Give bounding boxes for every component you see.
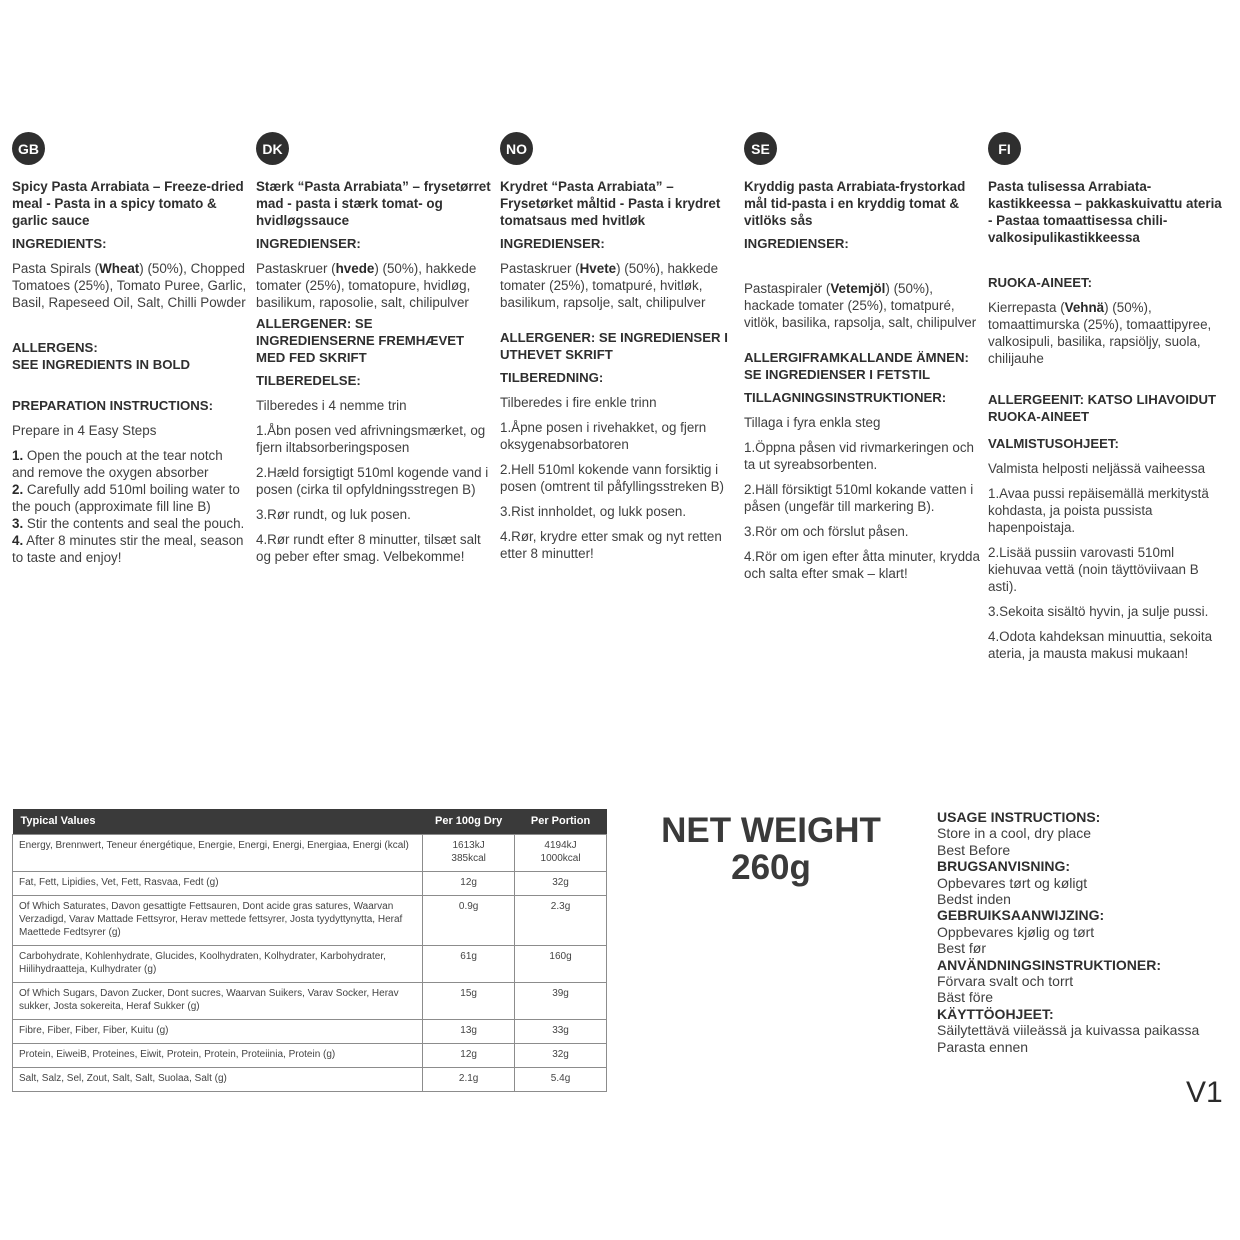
- ingredients-header-dk: INGREDIENSER:: [256, 236, 361, 251]
- prep-intro-no: Tilberedes i fire enkle trinn: [500, 395, 657, 410]
- per100-value: 1613kJ 385kcal: [423, 834, 515, 871]
- per100-value: 0.9g: [423, 895, 515, 945]
- ingredients-text-gb: Pasta Spirals (Wheat) (50%), Chopped Tomatoes (25%), Tomato Puree, Garlic, Basil, Rapeseed Oil, Salt, Chilli Powder: [12, 261, 247, 310]
- language-badge-dk: DK: [256, 132, 289, 165]
- prep-step-no: 4.Rør, krydre etter smak og nyt retten etter 8 minutter!: [500, 529, 722, 561]
- usage-line: Store in a cool, dry place: [937, 825, 1092, 842]
- portion-value: 4194kJ 1000kcal: [515, 834, 607, 871]
- ingredients-header-se: INGREDIENSER:: [744, 236, 849, 251]
- allergens-text-se: ALLERGIFRAMKALLANDE ÄMNEN: SE INGREDIENSER I FETSTIL: [744, 350, 969, 382]
- nutrient-label: Of Which Saturates, Davon gesattigte Fettsauren, Dont acide gras satures, Waarvan Verzadigd, Varav Mattade Fettsyror, Herav mettede fettsyrer, Josta tyydyttynytta, Heraf Maettede Fedtsyrer (g): [13, 895, 423, 945]
- prep-step-dk: 2.Hæld forsigtigt 510ml kogende vand i posen (cirka til opfyldningsstregen B): [256, 465, 489, 497]
- portion-value: 160g: [515, 945, 607, 982]
- usage-header-fi: KÄYTTÖOHJEET:: [937, 1005, 1054, 1022]
- usage-line: Förvara svalt och torrt: [937, 973, 1074, 990]
- language-badge-fi: FI: [988, 132, 1021, 165]
- prep-intro-se: Tillaga i fyra enkla steg: [744, 415, 881, 430]
- product-title-fi: Pasta tulisessa Arrabiata-kastikkeessa – pakkaskuivattu ateria - Pastaa tomaattisessa chili-valkosipulikastikkeessa: [988, 179, 1222, 245]
- language-badge-se: SE: [744, 132, 777, 165]
- usage-header-se: ANVÄNDNINGSINSTRUKTIONER:: [937, 956, 1161, 973]
- prep-step-dk: 1.Åbn posen ved afrivningsmærket, og fjern iltabsorberingsposen: [256, 423, 486, 455]
- portion-value: 2.3g: [515, 895, 607, 945]
- prep-step-dk: 3.Rør rundt, og luk posen.: [256, 507, 411, 522]
- product-title-no: Krydret “Pasta Arrabiata” – Frysetørket måltid - Pasta i krydret tomatsaus med hvitløk: [500, 179, 721, 228]
- prep-step-no: 3.Rist innholdet, og lukk posen.: [500, 504, 687, 519]
- prep-header-gb: PREPARATION INSTRUCTIONS:: [12, 398, 213, 413]
- per100-value: 12g: [423, 1043, 515, 1067]
- portion-value: 33g: [515, 1019, 607, 1043]
- allergens-text-dk: ALLERGENER: SE INGREDIENSERNE FREMHÆVET MED FED SKRIFT: [256, 316, 465, 365]
- ingredients-text-se: Pastaspiraler (Vetemjöl) (50%), hackade tomater (25%), tomatpuré, vitlök, basilika, rapsolja, salt, chilipulver: [744, 281, 977, 330]
- nutrient-label: Energy, Brennwert, Teneur énergétique, Energie, Energi, Energi, Energiaa, Energi (kcal): [13, 834, 423, 871]
- allergens-text-gb: SEE INGREDIENTS IN BOLD: [12, 357, 191, 372]
- column-no: [500, 132, 736, 562]
- usage-line: Parasta ennen: [937, 1038, 1029, 1055]
- prep-step-se: 1.Öppna påsen vid rivmarkeringen och ta ut syreabsorbenten.: [744, 440, 975, 472]
- product-title-se: Kryddig pasta Arrabiata-frystorkad mål tid-pasta i en kryddig tomat & vitlöks sås: [744, 179, 966, 228]
- prep-step-no: 1.Åpne posen i rivehakket, og fjern oksygenabsorbatoren: [500, 420, 707, 452]
- ingredients-header-gb: INGREDIENTS:: [12, 236, 107, 251]
- usage-line: Opbevares tørt og køligt: [937, 874, 1088, 891]
- version-label: V1: [1186, 1076, 1223, 1109]
- table-row: [13, 945, 607, 982]
- prep-header-dk: TILBEREDELSE:: [256, 373, 361, 388]
- prep-header-se: TILLAGNINGSINSTRUKTIONER:: [744, 390, 947, 405]
- prep-step-gb: 1. Open the pouch at the tear notch and remove the oxygen absorber: [12, 448, 223, 480]
- column-gb: [12, 132, 248, 566]
- language-badge-gb: GB: [12, 132, 45, 165]
- prep-intro-fi: Valmista helposti neljässä vaiheessa: [988, 461, 1206, 476]
- ingredients-header-no: INGREDIENSER:: [500, 236, 605, 251]
- nutrition-header-row: [13, 809, 607, 834]
- header-per-100g: Per 100g Dry: [423, 809, 515, 834]
- net-weight-label: NET WEIGHT: [661, 811, 881, 850]
- prep-step-se: 4.Rör om igen efter åtta minuter, krydda och salta efter smak – klart!: [744, 549, 980, 581]
- prep-step-fi: 3.Sekoita sisältö hyvin, ja sulje pussi.: [988, 604, 1209, 619]
- allergens-text-fi: ALLERGEENIT: KATSO LIHAVOIDUT RUOKA-AINEET: [988, 392, 1217, 424]
- allergens-text-no: ALLERGENER: SE INGREDIENSER I UTHEVET SKRIFT: [500, 330, 728, 362]
- column-fi: [988, 132, 1224, 662]
- prep-step-gb: 4. After 8 minutes stir the meal, season to taste and enjoy!: [12, 533, 244, 565]
- usage-header-no: GEBRUIKSAANWIJZING:: [937, 907, 1105, 924]
- portion-value: 32g: [515, 1043, 607, 1067]
- prep-step-no: 2.Hell 510ml kokende vann forsiktig i posen (omtrent til påfyllingsstreken B): [500, 462, 725, 494]
- portion-value: 32g: [515, 871, 607, 895]
- usage-header-dk: BRUGSANVISNING:: [937, 858, 1071, 875]
- header-per-portion: Per Portion: [515, 809, 607, 834]
- header-typical-values: Typical Values: [13, 809, 423, 834]
- ingredients-text-fi: Kierrepasta (Vehnä) (50%), tomaattimurska (25%), tomaattipyree, valkosipuli, basilika, rapsiöljy, suola, chilijauhe: [988, 300, 1212, 366]
- per100-value: 15g: [423, 982, 515, 1019]
- ingredients-header-fi: RUOKA-AINEET:: [988, 275, 1093, 290]
- prep-intro-gb: Prepare in 4 Easy Steps: [12, 423, 157, 438]
- nutrient-label: Fat, Fett, Lipidies, Vet, Fett, Rasvaa, Fedt (g): [13, 871, 423, 895]
- column-dk: [256, 132, 492, 565]
- allergens-header-gb: ALLERGENS:: [12, 340, 98, 355]
- prep-step-gb: 3. Stir the contents and seal the pouch.: [12, 516, 245, 531]
- net-weight: [640, 812, 902, 886]
- table-row: [13, 1067, 607, 1091]
- nutrient-label: Fibre, Fiber, Fiber, Fiber, Kuitu (g): [13, 1019, 423, 1043]
- nutrient-label: Of Which Sugars, Davon Zucker, Dont sucres, Waarvan Suikers, Varav Socker, Herav sukker, Josta sokereita, Heraf Sukker (g): [13, 982, 423, 1019]
- table-row: [13, 871, 607, 895]
- prep-header-fi: VALMISTUSOHJEET:: [988, 436, 1119, 451]
- usage-header-en: USAGE INSTRUCTIONS:: [937, 809, 1101, 825]
- table-row: [13, 834, 607, 871]
- table-row: [13, 982, 607, 1019]
- prep-header-no: TILBEREDNING:: [500, 370, 604, 385]
- table-row: [13, 1019, 607, 1043]
- prep-step-fi: 4.Odota kahdeksan minuuttia, sekoita ateria, ja mausta makusi mukaan!: [988, 629, 1213, 661]
- per100-value: 13g: [423, 1019, 515, 1043]
- nutrient-label: Protein, EiweiB, Proteines, Eiwit, Protein, Protein, Proteiinia, Protein (g): [13, 1043, 423, 1067]
- per100-value: 61g: [423, 945, 515, 982]
- prep-step-fi: 1.Avaa pussi repäisemällä merkitystä kohdasta, ja poista pussista hapenpoistaja.: [988, 486, 1209, 535]
- ingredients-text-no: Pastaskruer (Hvete) (50%), hakkede tomater (25%), tomatpuré, hvitløk, basilikum, rapsolje, salt, chilipulver: [500, 261, 719, 310]
- nutrient-label: Salt, Salz, Sel, Zout, Salt, Salt, Suolaa, Salt (g): [13, 1067, 423, 1091]
- nutrition-table: [12, 809, 607, 1092]
- net-weight-value: 260g: [731, 848, 811, 887]
- portion-value: 5.4g: [515, 1067, 607, 1091]
- product-title-dk: Stærk “Pasta Arrabiata” – frysetørret mad - pasta i stærk tomat- og hvidløgssauce: [256, 179, 491, 228]
- product-title-gb: Spicy Pasta Arrabiata – Freeze-dried meal - Pasta in a spicy tomato & garlic sauce: [12, 179, 244, 228]
- usage-line: Oppbevares kjølig og tørt: [937, 923, 1095, 940]
- table-row: [13, 895, 607, 945]
- prep-step-dk: 4.Rør rundt efter 8 minutter, tilsæt salt og peber efter smag. Velbekomme!: [256, 532, 481, 564]
- usage-line: Best før: [937, 940, 987, 957]
- prep-intro-dk: Tilberedes i 4 nemme trin: [256, 398, 407, 413]
- ingredients-text-dk: Pastaskruer (hvede) (50%), hakkede tomater (25%), tomatopure, hvidløg, basilikum, raposolie, salt, chilipulver: [256, 261, 477, 310]
- column-se: [744, 132, 980, 582]
- prep-step-se: 3.Rör om och förslut påsen.: [744, 524, 909, 539]
- usage-line: Säilytettävä viileässä ja kuivassa paikassa: [937, 1022, 1200, 1039]
- usage-line: Bäst före: [937, 989, 994, 1006]
- table-row: [13, 1043, 607, 1067]
- usage-instructions: [937, 809, 1237, 1055]
- prep-step-gb: 2. Carefully add 510ml boiling water to the pouch (approximate fill line B): [12, 482, 240, 514]
- language-badge-no: NO: [500, 132, 533, 165]
- usage-line: Bedst inden: [937, 891, 1011, 908]
- portion-value: 39g: [515, 982, 607, 1019]
- prep-step-fi: 2.Lisää pussiin varovasti 510ml kiehuvaa vettä (noin täyttöviivaan B asti).: [988, 545, 1199, 594]
- per100-value: 2.1g: [423, 1067, 515, 1091]
- nutrient-label: Carbohydrate, Kohlenhydrate, Glucides, Koolhydraten, Kolhydrater, Karbohydrater, Hiilihydraatteja, Kulhydrater (g): [13, 945, 423, 982]
- prep-step-se: 2.Häll försiktigt 510ml kokande vatten i påsen (ungefär till markering B).: [744, 482, 974, 514]
- usage-line: Best Before: [937, 841, 1011, 858]
- per100-value: 12g: [423, 871, 515, 895]
